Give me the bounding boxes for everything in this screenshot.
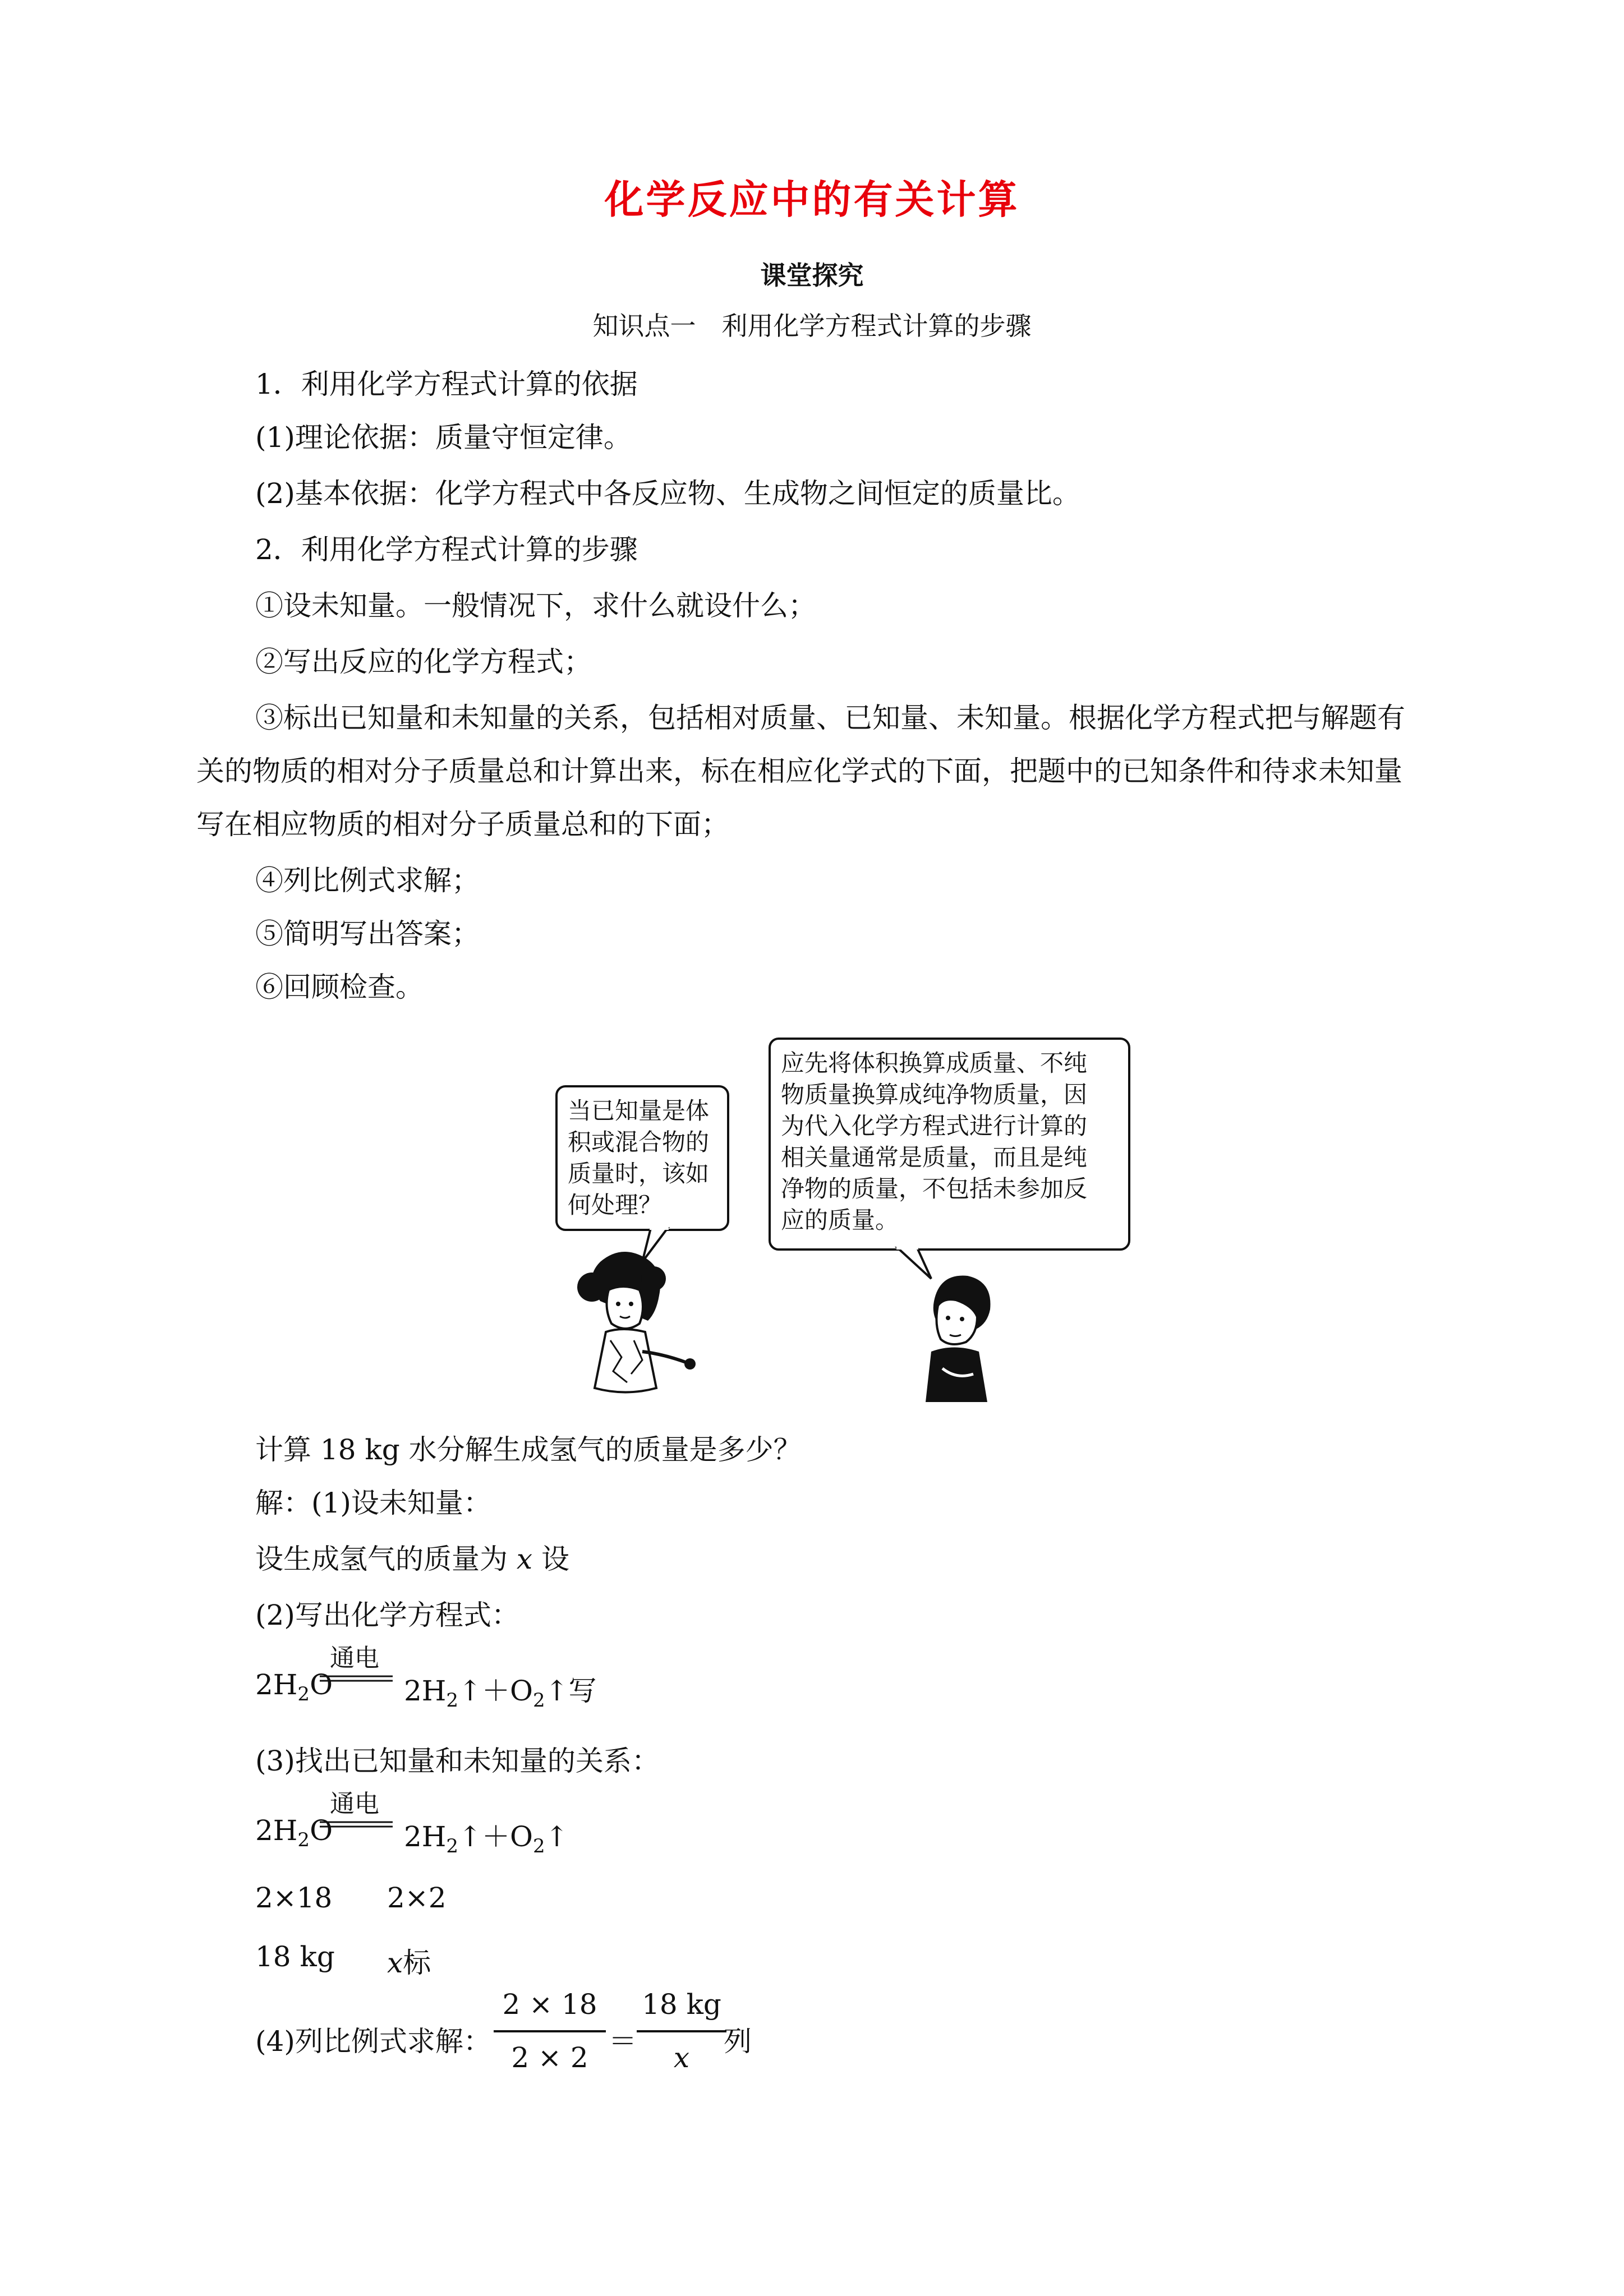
equation-products-2: $2H_2↑+O_2↑$ xyxy=(404,1820,569,1857)
list-mark: 列 xyxy=(724,2025,752,2058)
bubble-girl-line: 何处理？ xyxy=(568,1191,663,1219)
solution-step-3: (3)找出已知量和未知量的关系： xyxy=(255,1745,660,1777)
para-basic-basis: (2)基本依据：化学方程式中各反应物、生成物之间恒定的质量比。 xyxy=(255,477,1080,510)
reaction-condition: 通电 xyxy=(330,1644,379,1672)
step-4: ④列比例式求解； xyxy=(255,864,480,897)
known-mass-left: 18 kg xyxy=(255,1940,335,1973)
bubble-tail-boy xyxy=(898,1248,931,1279)
solution-step-2: (2)写出化学方程式： xyxy=(255,1599,519,1631)
equation-equals-sign xyxy=(320,1674,393,1685)
bubble-boy-line: 净物的质量，不包括未参加反 xyxy=(781,1175,1088,1202)
solution-step-4: (4)列比例式求解： xyxy=(255,2025,491,2058)
step-1: ①设未知量。一般情况下，求什么就设什么； xyxy=(255,589,816,622)
bubble-girl-line: 质量时，该如 xyxy=(568,1160,710,1187)
fraction-1-bar xyxy=(494,2030,606,2032)
step-6: ⑥回顾检查。 xyxy=(255,971,424,1003)
bubble-girl-line: 当已知量是体 xyxy=(568,1097,710,1124)
section-heading: 课堂探究 xyxy=(760,260,864,291)
question-text: 计算 18 kg 水分解生成氢气的质量是多少？ xyxy=(255,1433,802,1466)
solution-step-1: 解：(1)设未知量： xyxy=(255,1487,491,1519)
bubble-boy-line: 相关量通常是质量，而且是纯 xyxy=(781,1144,1088,1171)
relative-mass-right: 2×2 xyxy=(387,1882,447,1914)
equation-equals-sign-2 xyxy=(320,1820,393,1831)
bubble-boy-line: 应的质量。 xyxy=(781,1206,899,1234)
unknown-mass-right: x标 xyxy=(387,1947,431,1979)
step-3-line-1: ③标出已知量和未知量的关系，包括相对质量、已知量、未知量。根据化学方程式把与解题有 xyxy=(255,702,1405,734)
reaction-condition-2: 通电 xyxy=(330,1790,379,1818)
step-2: ②写出反应的化学方程式； xyxy=(255,646,592,678)
cartoon-illustration xyxy=(539,1038,1156,1408)
para-basis-heading: 1．利用化学方程式计算的依据 xyxy=(255,368,638,400)
bubble-tail-girl xyxy=(642,1228,668,1262)
step-3-line-3: 写在相应物质的相对分子质量总和的下面； xyxy=(196,808,729,841)
proportion-equals: ＝ xyxy=(609,2025,637,2058)
fraction-1-denominator: 2 × 2 xyxy=(511,2041,588,2074)
solution-assume-line: 设生成氢气的质量为 x 设 xyxy=(255,1543,570,1575)
equation-reactant: $2H_2O$ xyxy=(255,1668,333,1705)
fraction-2-numerator: 18 kg xyxy=(642,1988,721,2021)
para-steps-heading: 2．利用化学方程式计算的步骤 xyxy=(255,533,638,566)
equation-reactant-2: $2H_2O$ xyxy=(255,1814,333,1851)
equation-products: $2H_2↑+O_2↑$写 xyxy=(404,1675,597,1712)
step-3-line-2: 关的物质的相对分子质量总和计算出来，标在相应化学式的下面，把题中的已知条件和待求未知量 xyxy=(196,755,1402,787)
bubble-boy-line: 物质量换算成纯净物质量，因 xyxy=(781,1081,1088,1108)
page-title: 化学反应中的有关计算 xyxy=(604,176,1020,223)
fraction-2-denominator: x xyxy=(673,2041,690,2074)
knowledge-point-heading: 知识点一 利用化学方程式计算的步骤 xyxy=(592,311,1032,341)
bubble-boy-line: 为代入化学方程式进行计算的 xyxy=(781,1112,1088,1140)
boy-figure-icon xyxy=(926,1276,991,1402)
relative-mass-left: 2×18 xyxy=(255,1882,333,1914)
fraction-2-bar xyxy=(637,2030,726,2032)
para-theory-basis: (1)理论依据：质量守恒定律。 xyxy=(255,421,632,454)
step-5: ⑤简明写出答案； xyxy=(255,918,480,950)
fraction-1-numerator: 2 × 18 xyxy=(502,1988,597,2021)
bubble-boy-line: 应先将体积换算成质量、不纯 xyxy=(781,1049,1088,1077)
bubble-girl-line: 积或混合物的 xyxy=(568,1128,710,1156)
girl-figure-icon xyxy=(577,1252,696,1393)
